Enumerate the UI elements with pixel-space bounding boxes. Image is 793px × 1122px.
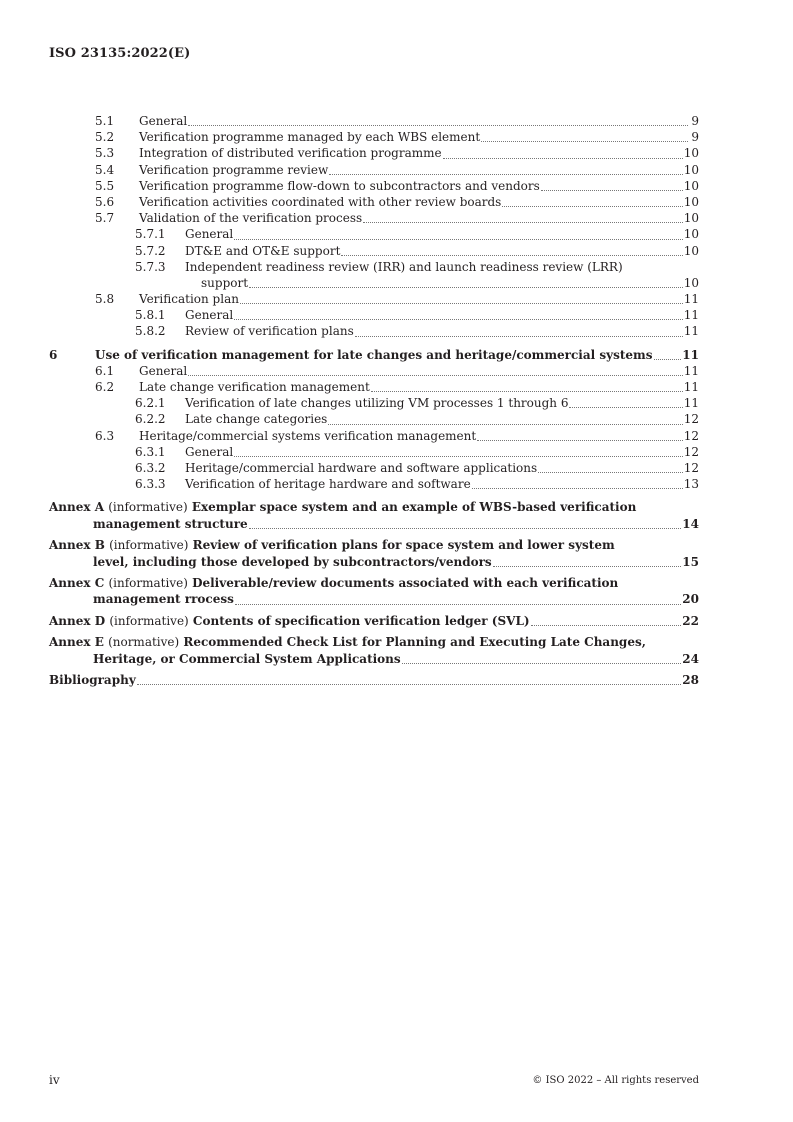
dot-leader (538, 472, 683, 473)
toc-page: 12 (683, 460, 699, 475)
annex-label: Annex D (49, 613, 106, 628)
toc-number: 6.3.2 (135, 460, 166, 475)
toc-entry-annex-e[interactable] (49, 634, 699, 667)
dot-leader (472, 488, 683, 489)
toc-title: Verification programme flow-down to subcontractors and vendors (139, 178, 540, 193)
toc-title: General (139, 363, 188, 378)
toc-entry-5-8[interactable] (49, 291, 699, 307)
toc-title-line1: Independent readiness review (IRR) and launch readiness review (LRR) (185, 259, 623, 274)
dot-leader (569, 407, 682, 408)
toc-entry-5-7-2[interactable] (49, 243, 699, 259)
toc-page: 12 (683, 412, 699, 427)
toc-number: 6 (49, 347, 58, 362)
dot-leader (502, 206, 682, 207)
toc-number: 5.8.1 (135, 308, 166, 323)
toc-page: 11 (682, 347, 699, 362)
toc-entry-5-7-3[interactable] (49, 259, 699, 291)
dot-leader (234, 319, 682, 320)
toc-title: General (185, 444, 234, 459)
toc-title: Late change verification management (139, 380, 370, 395)
annex-type: (informative) (108, 500, 188, 515)
page-number: iv (49, 1073, 60, 1087)
dot-leader (402, 663, 682, 664)
toc-number: 5.2 (95, 130, 115, 145)
annex-title-line1: Deliverable/review documents associated with each verification (192, 575, 619, 590)
toc-page: 11 (683, 396, 699, 411)
toc-number: 5.6 (95, 194, 115, 209)
toc-number: 6.1 (95, 363, 115, 378)
toc-number: 5.3 (95, 146, 115, 161)
toc-page: 9 (691, 114, 699, 128)
toc-page: 10 (683, 275, 699, 290)
dot-leader (329, 174, 682, 175)
annex-title: Contents of specification verification ledger (SVL) (192, 613, 530, 628)
annex-label: Annex A (49, 500, 105, 515)
toc-entry-6-2-2[interactable] (49, 411, 699, 427)
dot-leader (328, 424, 682, 425)
toc-number: 5.7.2 (135, 243, 166, 258)
toc-title: Heritage/commercial hardware and software applications (185, 460, 538, 475)
document-id-header: ISO 23135:2022(E) (49, 46, 191, 61)
dot-leader (493, 566, 682, 567)
toc-entry-5-4[interactable] (49, 162, 699, 178)
annex-title-line2: Heritage, or Commercial System Applications (93, 651, 401, 666)
dot-leader (240, 303, 683, 304)
toc-entry-annex-d[interactable] (49, 613, 699, 629)
annex-title-line1: Exemplar space system and an example of WBS-based verification (191, 500, 637, 515)
toc-title: Verification of heritage hardware and software (185, 477, 471, 492)
toc-number: 6.3 (95, 428, 115, 443)
toc-page: 10 (683, 227, 699, 242)
toc-title: Verification activities coordinated with other review boards (139, 194, 502, 209)
toc-number: 6.2 (95, 380, 115, 395)
toc-title: Verification programme managed by each WBS element (139, 130, 481, 145)
dot-leader (654, 359, 682, 360)
toc-title: Heritage/commercial systems verification management (139, 428, 477, 443)
toc-number: 5.5 (95, 178, 115, 193)
toc-title: Review of verification plans (185, 324, 354, 339)
toc-entry-5-2[interactable] (49, 129, 699, 145)
toc-entry-5-6[interactable] (49, 194, 699, 210)
annex-title-line2: management rrocess (93, 592, 234, 607)
toc-entry-6-3-2[interactable] (49, 460, 699, 476)
dot-leader (341, 255, 682, 256)
toc-title: Validation of the verification process (139, 211, 363, 226)
toc-title: General (139, 114, 188, 128)
toc-title: Late change categories (185, 412, 328, 427)
annex-label: Annex E (49, 635, 104, 650)
toc-title: Bibliography (49, 672, 136, 687)
toc-number: 6.2.2 (135, 412, 166, 427)
toc-page: 11 (683, 363, 699, 378)
toc-page: 10 (683, 194, 699, 209)
dot-leader (249, 287, 683, 288)
annex-type: (informative) (109, 613, 189, 628)
toc-entry-6-3-3[interactable] (49, 476, 699, 492)
dot-leader (137, 684, 682, 685)
toc-title: Use of verification management for late changes and heritage/commercial systems (95, 347, 653, 362)
dot-leader (188, 125, 688, 126)
toc-entry-5-5[interactable] (49, 178, 699, 194)
toc-number: 5.1 (95, 114, 115, 128)
toc-page: 10 (683, 146, 699, 161)
toc-title: Verification plan (139, 292, 239, 307)
annex-type: (informative) (108, 575, 188, 590)
annex-label: Annex C (49, 575, 105, 590)
toc-entry-6-2[interactable] (49, 379, 699, 395)
annex-title-line1: Recommended Check List for Planning and Executing Late Changes, (183, 635, 646, 650)
toc-entry-5-8-1[interactable] (49, 307, 699, 323)
toc-number: 5.7.1 (135, 227, 166, 242)
toc-title: Verification of late changes utilizing VM processes 1 through 6 (185, 396, 569, 411)
toc-entry-5-7-1[interactable] (49, 226, 699, 242)
dot-leader (481, 141, 688, 142)
toc-entry-annex-b[interactable] (49, 537, 699, 570)
copyright-notice: © ISO 2022 – All rights reserved (532, 1075, 699, 1086)
toc-entry-5-1[interactable] (49, 113, 699, 129)
toc-number: 5.4 (95, 162, 115, 177)
toc-number: 6.3.3 (135, 477, 166, 492)
toc-page: 15 (682, 554, 699, 569)
toc-entry-6[interactable] (49, 347, 699, 363)
toc-page: 22 (682, 613, 699, 628)
dot-leader (363, 222, 683, 223)
toc-number: 5.7.3 (135, 259, 166, 274)
toc-entry-6-3-1[interactable] (49, 444, 699, 460)
toc-number: 6.3.1 (135, 444, 166, 459)
toc-title: General (185, 308, 234, 323)
dot-leader (477, 440, 683, 441)
toc-entry-6-1[interactable] (49, 363, 699, 379)
dot-leader (541, 190, 683, 191)
toc-title: DT&E and OT&E support (185, 243, 341, 258)
toc-entry-annex-c[interactable] (49, 575, 699, 608)
toc-page: 20 (682, 592, 699, 607)
table-of-contents (49, 113, 699, 688)
toc-entry-5-3[interactable] (49, 145, 699, 161)
dot-leader (443, 158, 683, 159)
toc-page: 11 (683, 324, 699, 339)
annex-title-line2: level, including those developed by subcontractors/vendors (93, 554, 492, 569)
dot-leader (249, 528, 682, 529)
annex-title-line1: Review of verification plans for space system and lower system (192, 538, 615, 553)
toc-number: 5.7 (95, 211, 115, 226)
toc-entry-6-2-1[interactable] (49, 395, 699, 411)
toc-page: 28 (682, 672, 699, 687)
toc-page: 13 (683, 477, 699, 492)
annex-title-line2: management structure (93, 516, 248, 531)
dot-leader (234, 239, 682, 240)
toc-page: 11 (683, 292, 699, 307)
dot-leader (355, 336, 683, 337)
dot-leader (188, 375, 682, 376)
dot-leader (371, 391, 683, 392)
dot-leader (234, 456, 682, 457)
toc-entry-annex-a[interactable] (49, 499, 699, 532)
annex-type: (informative) (109, 538, 189, 553)
toc-title: Integration of distributed verification programme (139, 146, 442, 161)
toc-page: 10 (683, 243, 699, 258)
toc-page: 11 (683, 380, 699, 395)
toc-entry-5-7[interactable] (49, 210, 699, 226)
toc-entry-6-3[interactable] (49, 428, 699, 444)
toc-number: 6.2.1 (135, 396, 166, 411)
toc-page: 24 (682, 651, 699, 666)
annex-type: (normative) (108, 635, 180, 650)
dot-leader (531, 625, 682, 626)
dot-leader (235, 604, 681, 605)
toc-page: 12 (683, 444, 699, 459)
toc-title: Verification programme review (139, 162, 329, 177)
toc-number: 5.8 (95, 292, 115, 307)
annex-label: Annex B (49, 538, 105, 553)
toc-entry-5-8-2[interactable] (49, 323, 699, 339)
toc-page: 10 (683, 162, 699, 177)
toc-page: 9 (691, 130, 699, 145)
toc-page: 10 (683, 211, 699, 226)
toc-title-line2: support (201, 275, 249, 290)
toc-page: 12 (683, 428, 699, 443)
toc-page: 11 (683, 308, 699, 323)
toc-title: General (185, 227, 234, 242)
toc-entry-bibliography[interactable] (49, 672, 699, 688)
toc-number: 5.8.2 (135, 324, 166, 339)
toc-page: 14 (682, 516, 699, 531)
toc-page: 10 (683, 178, 699, 193)
